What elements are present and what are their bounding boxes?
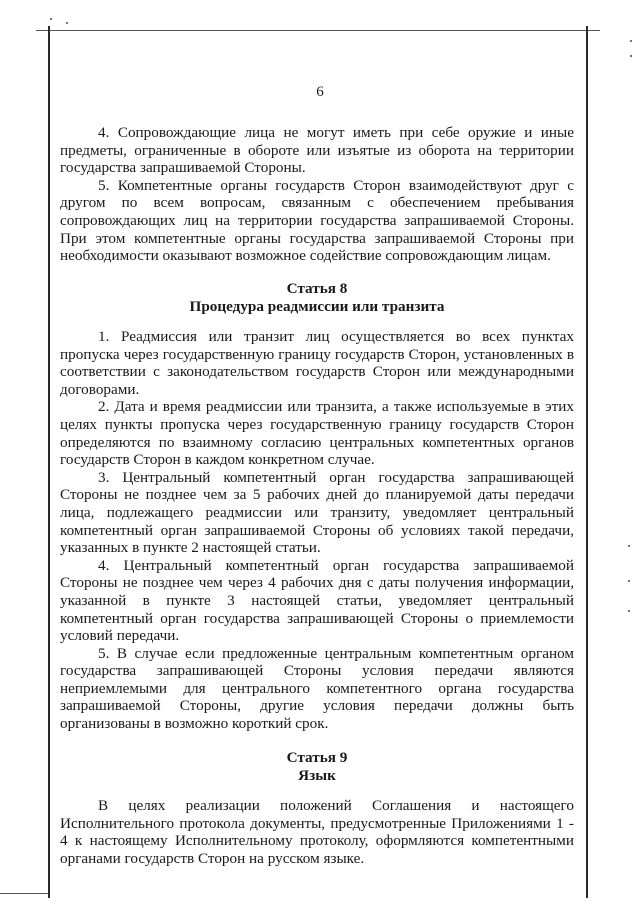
scan-speck: [630, 40, 632, 42]
article-8-heading: [60, 280, 574, 316]
scan-speck: [628, 610, 630, 612]
scan-speck: [628, 545, 630, 547]
paragraph: 5. Компетентные органы государств Сторон взаимодействуют друг с другом по всем вопросам, связанным с обеспечением пребывания сопровождающих лиц на территории государства запрашиваемой Стороны. При этом компетентные органы государства запрашиваемой Стороны при необходимости оказывают возможное содействие сопровождающим лицам.: [60, 176, 574, 265]
scan-speck: [630, 55, 632, 57]
article-number: Статья 8: [286, 280, 348, 297]
paragraph: 3. Центральный компетентный орган государства запрашивающей Стороны не позднее чем за 5 рабочих дней до планируемой даты передачи лица, подлежащего реадмиссии или транзиту, уведомляет центральный компетентный орган запрашиваемой Стороны об условиях такой передачи, указанных в пункте 2 настоящей статьи.: [60, 468, 574, 557]
article-9-body: [60, 797, 574, 867]
article-title: Процедура реадмиссии или транзита: [189, 298, 445, 315]
intro-section: [60, 124, 574, 265]
paragraph: 1. Реадмиссия или транзит лиц осуществляется во всех пунктах пропуска через государственную границу государств Сторон, установленных в соответствии с законодательством государств Сторон или международными договорами.: [60, 328, 574, 398]
scan-speck: [628, 580, 630, 582]
scan-speck: [50, 18, 52, 20]
paragraph: В целях реализации положений Соглашения и настоящего Исполнительного протокола документы, предусмотренные Приложениями 1 - 4 к настоящему Исполнительному протоколу, оформляются компетентными органами государств Сторон на русском языке.: [60, 797, 574, 867]
paragraph: 4. Сопровождающие лица не могут иметь при себе оружие и иные предметы, ограниченные в обороте или изъятые из оборота на территории государства запрашиваемой Стороны.: [60, 124, 574, 177]
paragraph: 4. Центральный компетентный орган государства запрашиваемой Стороны не позднее чем через 4 рабочих дня с даты получения информации, указанной в пункте 3 настоящей статьи, уведомляет центральный компетентный орган государства запрашивающей Стороны о приемлемости условий передачи.: [60, 556, 574, 645]
article-number: Статья 9: [286, 749, 348, 766]
paragraph: 5. В случае если предложенные центральным компетентным органом государства запрашивающей Стороны условия передачи являются неприемлемыми для центрального компетентного органа государства запрашиваемой Стороны, другие условия передачи должны быть организованы в возможно короткий срок.: [60, 644, 574, 733]
article-title: Язык: [298, 767, 336, 784]
article-8-body: [60, 328, 574, 733]
scan-speck: [66, 22, 68, 24]
paragraph: 2. Дата и время реадмиссии или транзита, а также используемые в этих целях пункты пропуска через государственную границу государств Сторон определяются по взаимному согласию центральных компетентных органов государств Сторон в каждом конкретном случае.: [60, 398, 574, 469]
bottom-left-rule: [0, 893, 48, 894]
article-9-heading: [60, 749, 574, 785]
page-number: 6: [316, 84, 324, 100]
